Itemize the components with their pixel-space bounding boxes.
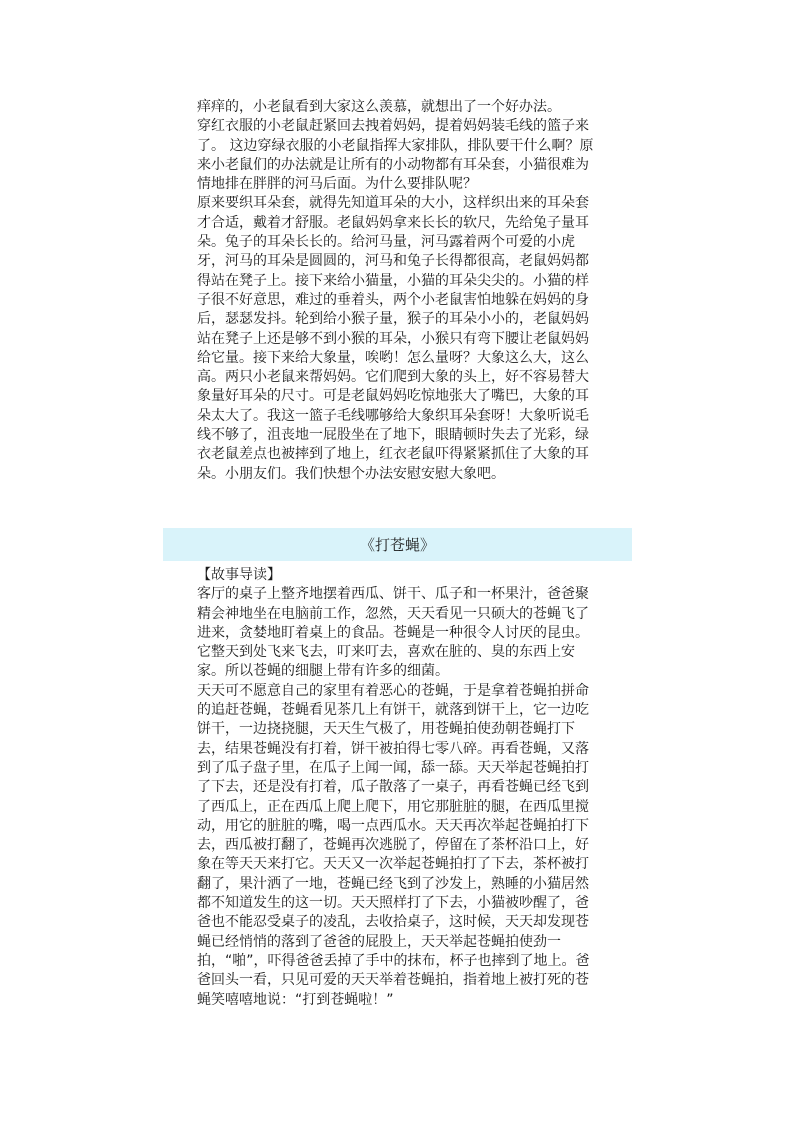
story-two-title: 《打苍蝇》 [359,536,435,554]
story-two-title-bar [163,528,632,561]
story-two-body: 【故事导读】 客厅的桌子上整齐地摆着西瓜、饼干、瓜子和一杯果汁，爸爸聚精会神地坐在电脑前工作，忽然，天天看见一只硕大的苍蝇飞了进来，贪婪地盯着桌上的食品。苍蝇是一种很令人讨厌的昆虫。它整天到处飞来飞去，叮来叮去，喜欢在脏的、臭的东西上安家。所以苍蝇的细腿上带有许多的细菌。 天天可不愿意自己的家里有着恶心的苍蝇，于是拿着苍蝇拍拼命的追赶苍蝇，苍蝇看见茶几上有饼干，就落到饼干上，它一边吃饼干，一边挠挠腿，天天生气极了，用苍蝇拍使劲朝苍蝇打下去，结果苍蝇没有打着，饼干被拍得七零八碎。再看苍蝇，又落到了瓜子盘子里，在瓜子上闻一闻，舔一舔。天天举起苍蝇拍打了下去，还是没有打着，瓜子散落了一桌子，再看苍蝇已经飞到了西瓜上，正在西瓜上爬上爬下，用它那脏脏的腿，在西瓜里搅动，用它的脏脏的嘴，喝一点西瓜水。天天再次举起苍蝇拍打下去，西瓜被打翻了，苍蝇再次逃脱了，停留在了茶杯沿口上，好象在等天天来打它。天天又一次举起苍蝇拍打了下去，茶杯被打翻了，果汁洒了一地，苍蝇已经飞到了沙发上，熟睡的小猫居然都不知道发生的这一切。天天照样打了下去，小猫被吵醒了，爸爸也不能忍受桌子的凌乱，去收拾桌子，这时候，天天却发现苍蝇已经悄悄的落到了爸爸的屁股上，天天举起苍蝇拍使劲一拍，“啪”，吓得爸爸丢掉了手中的抹布，杯子也摔到了地上。爸爸回头一看，只见可爱的天天举着苍蝇拍，指着地上被打死的苍蝇笑嘻嘻地说：“打到苍蝇啦！” [197,567,590,1008]
story-one-body: 痒痒的，小老鼠看到大家这么羡慕，就想出了一个好办法。 穿红衣服的小老鼠赶紧回去拽着妈妈，提着妈妈装毛线的篮子来了。 这边穿绿衣服的小老鼠指挥大家排队，排队要干什么啊？原来小老鼠们的办法就是让所有的小动物都有耳朵套，小猫很难为情地排在胖胖的河马后面。为什么要排队呢？ 原来要织耳朵套，就得先知道耳朵的大小，这样织出来的耳朵套才合适，戴着才舒服。老鼠妈妈拿来长长的软尺，先给兔子量耳朵。兔子的耳朵长长的。给河马量，河马露着两个可爱的小虎牙，河马的耳朵是圆圆的，河马和兔子长得都很高，老鼠妈妈都得站在凳子上。接下来给小猫量，小猫的耳朵尖尖的。小猫的样子很不好意思，难过的垂着头，两个小老鼠害怕地躲在妈妈的身后，瑟瑟发抖。轮到给小猴子量，猴子的耳朵小小的，老鼠妈妈站在凳子上还是够不到小猴的耳朵，小猴只有弯下腰让老鼠妈妈给它量。接下来给大象量，唉哟！怎么量呀？大象这么大，这么高。两只小老鼠来帮妈妈。它们爬到大象的头上，好不容易替大象量好耳朵的尺寸。可是老鼠妈妈吃惊地张大了嘴巴，大象的耳朵太大了。我这一篮子毛线哪够给大象织耳朵套呀！大象听说毛线不够了，沮丧地一屁股坐在了地下，眼睛顿时失去了光彩，绿衣老鼠差点也被摔到了地上，红衣老鼠吓得紧紧抓住了大象的耳朵。小朋友们。我们快想个办法安慰安慰大象吧。 [197,99,594,482]
